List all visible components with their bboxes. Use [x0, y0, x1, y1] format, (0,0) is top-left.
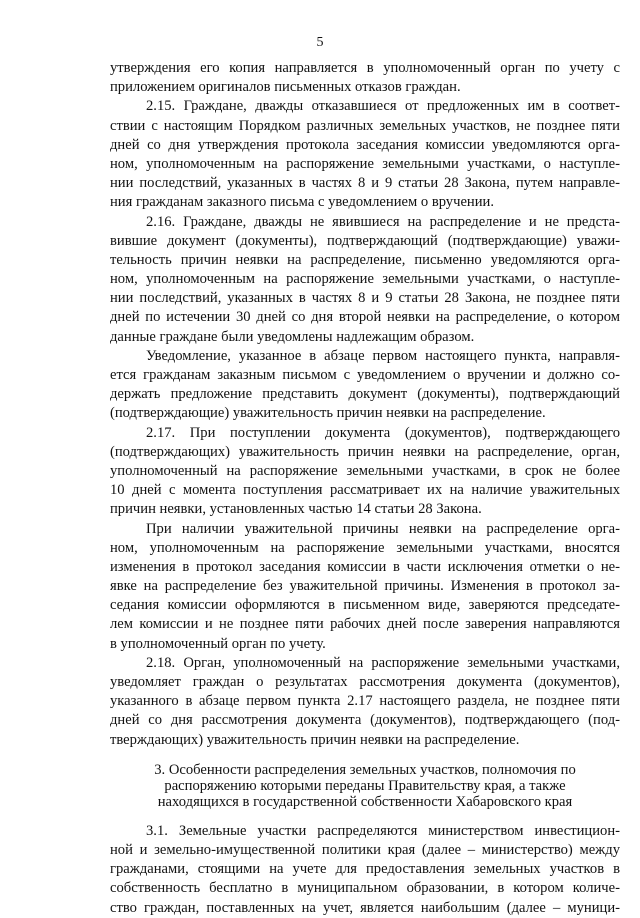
heading-line: 3. Особенности распределения земельных участков, полномочия по [154, 761, 576, 778]
text-line: седания комиссии оформляются в письменном виде, заверяются председате- [110, 597, 620, 614]
text-line: лем комиссии и не позднее пяти рабочих дней после заверения направляются [110, 616, 620, 633]
text-line: изменения в протокол заседания комиссии в части исключения отметки о не- [110, 558, 620, 575]
text-line: 3.1. Земельные участки распределяются министерством инвестицион- [146, 822, 620, 839]
text-line: вившие документ (документы), подтверждающий (подтверждающие) уважи- [110, 232, 620, 249]
text-line: нии последствий, указанных в частях 8 и 9 статьи 28 Закона, не позднее пяти [110, 290, 620, 307]
section-gap [110, 750, 620, 762]
text-line: дней по истечении 30 дней со дня второй неявки на распределение, о котором [110, 309, 620, 326]
text-line: держать предложение представить документ (документы), подтверждающий [110, 386, 620, 403]
text-line: утверждения его копия направляется в уполномоченный орган по учету с [110, 60, 620, 76]
text-line: собственность бесплатно в муниципальном образовании, в котором количе- [110, 880, 620, 897]
text-line: ном, уполномоченным на распоряжение земельными участками, о наступле- [110, 271, 620, 288]
text-line: 2.18. Орган, уполномоченный на распоряжение земельными участками, [146, 654, 620, 671]
document-body [110, 59, 620, 918]
text-line: тельность причин неявки на распределение, письменно уведомляются орга- [110, 251, 620, 268]
text-line: ном, уполномоченным на распоряжение земельными участками, вносятся [110, 539, 620, 556]
text-line: в уполномоченный орган по учету. [110, 635, 326, 652]
text-line: дней со дня утверждения протокола заседания комиссии уведомляются орга- [110, 136, 620, 153]
text-line: нии последствий, указанных в частях 8 и 9 статьи 28 Закона, путем направле- [110, 175, 620, 192]
paragraph-valid-reason [110, 520, 620, 654]
text-line: 10 дней с момента поступления рассматривает их на наличие уважительных [110, 482, 620, 499]
text-line: причин неявки, установленных частью 14 статьи 28 Закона. [110, 501, 482, 518]
paragraph [110, 59, 620, 97]
text-line: приложением оригиналов письменных отказов граждан. [110, 79, 461, 96]
text-line: (подтверждающих) уважительность причин неявки на распределение, орган, [110, 443, 620, 460]
text-line: 2.17. При поступлении документа (документов), подтверждающего [146, 424, 620, 441]
text-line: ния гражданам заказного письма с уведомлением о вручении. [110, 194, 495, 211]
text-line: гражданами, стоящими на учете для предоставления земельных участков в [110, 861, 620, 878]
section-heading [110, 762, 620, 810]
text-line: При наличии уважительной причины неявки на распределение орга- [146, 520, 620, 537]
text-line: явке на распределение без уважительной причины. Изменения в протокол за- [110, 578, 620, 595]
text-line: 2.16. Граждане, дважды не явившиеся на распределение и не предста- [146, 213, 620, 230]
text-line: 2.15. Граждане, дважды отказавшиеся от предложенных им в соответ- [146, 98, 620, 115]
text-line: тверждающих) уважительность причин неявки на распределение. [110, 731, 520, 748]
paragraph-notification [110, 347, 620, 424]
heading-line: находящихся в государственной собственности Хабаровского края [157, 793, 573, 810]
paragraph-2-18 [110, 654, 620, 750]
page-number: 5 [316, 35, 324, 50]
heading-line: распоряжению которыми переданы Правительству края, а также [164, 777, 566, 794]
text-line: Уведомление, указанное в абзаце первом настоящего пункта, направля- [146, 347, 620, 364]
text-line: уведомляет граждан о результатах рассмотрения документа (документов), [110, 674, 620, 690]
text-line: ствии с настоящим Порядком различных земельных участков, не позднее пяти [110, 117, 620, 134]
text-line: (подтверждающие) уважительность причин неявки на распределение. [110, 405, 546, 422]
text-line: ной и земельно-имущественной политики края (далее – министерство) между [110, 841, 620, 858]
paragraph-2-17 [110, 424, 620, 520]
text-line: ство граждан, поставленных на учет, является наибольшим (далее – муници- [110, 899, 620, 916]
text-line: дней со дня рассмотрения документа (документов), подтверждающего (под- [110, 712, 620, 729]
text-line: указанного в абзаце первом пункта 2.17 настоящего раздела, не позднее пяти [110, 693, 620, 710]
paragraph-3-1 [110, 822, 620, 918]
text-line: ется гражданам заказным письмом с уведомлением о вручении и должно со- [110, 367, 620, 383]
paragraph-2-15 [110, 97, 620, 212]
section-gap [110, 810, 620, 822]
text-line: уполномоченный на распоряжение земельными участками, в срок не более [110, 462, 620, 479]
text-line: ном, уполномоченным на распоряжение земельными участками, о наступле- [110, 155, 620, 172]
text-line: данные граждане были уведомлены надлежащим образом. [110, 328, 475, 345]
paragraph-2-16 [110, 213, 620, 347]
